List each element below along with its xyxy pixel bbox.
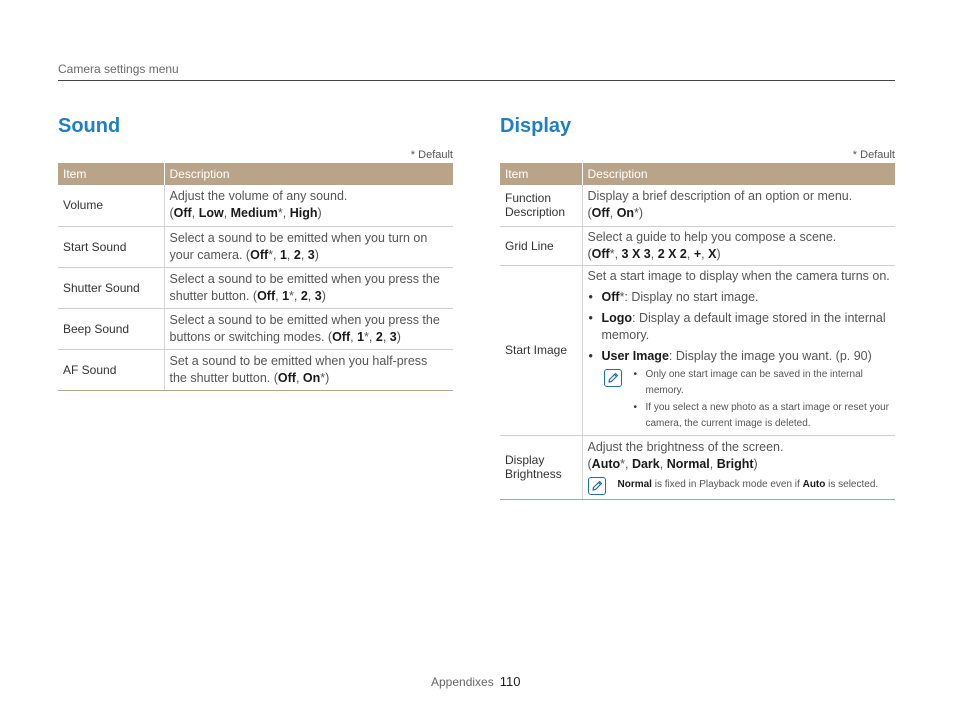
sound-item-start: Start Sound	[58, 226, 164, 267]
note-bold-normal: Normal	[617, 479, 652, 490]
separator: *,	[277, 206, 290, 221]
sound-col-item: Item	[58, 163, 164, 185]
paren-close: )	[716, 246, 721, 261]
sound-item-volume: Volume	[58, 185, 164, 226]
option-off: Off	[173, 206, 192, 221]
option-low: Low	[198, 206, 224, 221]
separator: ,	[701, 246, 709, 261]
option-logo: Logo	[601, 310, 633, 325]
header-rule	[58, 80, 895, 81]
separator: ,	[191, 206, 199, 221]
paren-open: (	[587, 246, 592, 261]
sound-default-note: * Default	[410, 149, 453, 161]
desc-text: Adjust the volume of any sound.	[169, 189, 348, 204]
start-image-note	[604, 367, 891, 433]
option-1: 1	[282, 288, 290, 303]
table-row	[500, 226, 895, 265]
desc-text: Select a sound to be emitted when you turn on your camera. (	[169, 230, 428, 262]
brightness-note	[588, 475, 891, 495]
option-plus: +	[693, 246, 702, 261]
display-desc-brightness	[582, 435, 895, 499]
paren-close: )	[317, 206, 322, 221]
display-desc-function	[582, 185, 895, 226]
option-off: Off	[591, 206, 610, 221]
sound-desc-volume	[164, 185, 453, 226]
note-fragment: is selected.	[825, 479, 879, 490]
table-row	[58, 349, 453, 390]
item-line: Function	[505, 191, 552, 206]
note-text	[618, 477, 879, 493]
option-3: 3	[307, 247, 315, 262]
note-list	[634, 367, 891, 433]
option-auto: Auto	[591, 457, 621, 471]
desc-text: Display a brief description of an option or menu.	[587, 189, 853, 204]
option-user-image: User Image	[601, 348, 669, 363]
sound-section	[58, 113, 453, 391]
sound-desc-beep	[164, 308, 453, 349]
table-row	[58, 267, 453, 308]
option-on: On	[616, 206, 635, 221]
option-2: 2	[293, 247, 301, 262]
paren-close: )	[396, 329, 401, 344]
separator: *,	[268, 247, 280, 262]
display-default-note: * Default	[852, 149, 895, 161]
option-on: On	[302, 370, 321, 385]
desc-text: Set a start image to display when the camera turns on.	[587, 268, 890, 283]
option-2: 2	[300, 288, 308, 303]
desc-text: Select a sound to be emitted when you press the buttons or switching modes. (	[169, 312, 440, 344]
display-item-brightness	[500, 435, 582, 499]
paren-open: (	[587, 206, 592, 221]
separator: ,	[709, 457, 717, 471]
option-off: Off	[601, 289, 620, 304]
list-item	[588, 310, 891, 344]
display-title: Display	[500, 115, 572, 137]
sound-table	[58, 163, 453, 391]
separator: ,	[295, 370, 303, 385]
separator: ,	[300, 247, 308, 262]
note-pencil-icon	[604, 369, 622, 387]
option-normal: Normal	[666, 457, 710, 471]
display-table	[500, 163, 895, 500]
item-line: Description	[505, 205, 566, 220]
note-fragment: is fixed in Playback mode even if	[651, 479, 803, 490]
separator: ,	[275, 288, 283, 303]
note-pencil-icon	[588, 477, 606, 495]
table-row	[500, 435, 895, 499]
paren-close: )	[321, 288, 326, 303]
separator: ,	[609, 206, 617, 221]
display-col-description: Description	[582, 163, 895, 185]
desc-text: Select a sound to be emitted when you press the shutter button. (	[169, 271, 440, 303]
sound-item-shutter: Shutter Sound	[58, 267, 164, 308]
page-number: 110	[499, 674, 521, 689]
option-off: Off	[591, 246, 610, 261]
sound-item-beep: Beep Sound	[58, 308, 164, 349]
item-line: Brightness	[505, 467, 562, 481]
separator: ,	[350, 329, 358, 344]
paren-open: (	[587, 457, 592, 471]
table-row	[500, 265, 895, 435]
display-desc-start-image	[582, 265, 895, 435]
option-2: 2	[375, 329, 383, 344]
list-item	[588, 348, 891, 365]
option-1: 1	[279, 247, 287, 262]
option-x: X	[708, 246, 717, 261]
sound-table-header	[58, 163, 453, 185]
separator: *,	[609, 246, 622, 261]
option-1: 1	[357, 329, 365, 344]
sound-desc-start	[164, 226, 453, 267]
separator: *,	[620, 457, 632, 471]
display-item-grid: Grid Line	[500, 226, 582, 265]
sound-title: Sound	[58, 115, 121, 137]
running-header: Camera settings menu	[58, 62, 179, 76]
separator: ,	[286, 247, 294, 262]
separator: *,	[364, 329, 376, 344]
display-item-start-image: Start Image	[500, 265, 582, 435]
sound-item-af: AF Sound	[58, 349, 164, 390]
sound-desc-af	[164, 349, 453, 390]
paren-close: *)	[320, 370, 330, 385]
separator: ,	[650, 246, 658, 261]
paren-close: *)	[634, 206, 644, 221]
option-high: High	[289, 206, 318, 221]
option-desc: : Display a default image stored in the internal memory.	[601, 310, 886, 342]
footer-section: Appendixes	[431, 675, 494, 689]
separator: ,	[307, 288, 315, 303]
paren-close: )	[753, 457, 758, 471]
option-medium: Medium	[230, 206, 278, 221]
option-off: Off	[332, 329, 351, 344]
paren-open: (	[169, 206, 174, 221]
note-item: • If you select a new photo as a start image or reset your camera, the current image is deleted.	[634, 400, 891, 432]
display-table-header	[500, 163, 895, 185]
desc-text: Set a sound to be emitted when you half-press the shutter button. (	[169, 353, 428, 385]
desc-text: Adjust the brightness of the screen.	[587, 440, 784, 454]
option-dark: Dark	[631, 457, 660, 471]
item-line: Display	[505, 453, 545, 467]
separator: ,	[223, 206, 231, 221]
note-item: • Only one start image can be saved in the internal memory.	[634, 367, 891, 399]
note-bold-auto: Auto	[802, 479, 826, 490]
desc-text: Select a guide to help you compose a scene.	[587, 229, 837, 244]
separator: ,	[382, 329, 390, 344]
sound-col-description: Description	[164, 163, 453, 185]
option-3x3: 3 X 3	[621, 246, 651, 261]
display-item-function	[500, 185, 582, 226]
option-desc: : Display the image you want. (p. 90)	[668, 348, 872, 363]
table-row	[500, 185, 895, 226]
display-col-item: Item	[500, 163, 582, 185]
option-off: Off	[277, 370, 296, 385]
option-desc: *: Display no start image.	[619, 289, 759, 304]
paren-close: )	[314, 247, 319, 262]
option-3: 3	[314, 288, 322, 303]
separator: ,	[686, 246, 694, 261]
start-image-options	[588, 289, 891, 365]
display-section	[500, 113, 895, 500]
option-off: Off	[250, 247, 269, 262]
table-row	[58, 308, 453, 349]
option-bright: Bright	[716, 457, 754, 471]
table-row	[58, 185, 453, 226]
list-item	[588, 289, 891, 306]
option-2x2: 2 X 2	[657, 246, 687, 261]
option-3: 3	[389, 329, 397, 344]
display-desc-grid	[582, 226, 895, 265]
table-row	[58, 226, 453, 267]
separator: ,	[659, 457, 667, 471]
sound-desc-shutter	[164, 267, 453, 308]
separator: *,	[289, 288, 301, 303]
option-off: Off	[257, 288, 276, 303]
page-footer	[431, 674, 520, 689]
